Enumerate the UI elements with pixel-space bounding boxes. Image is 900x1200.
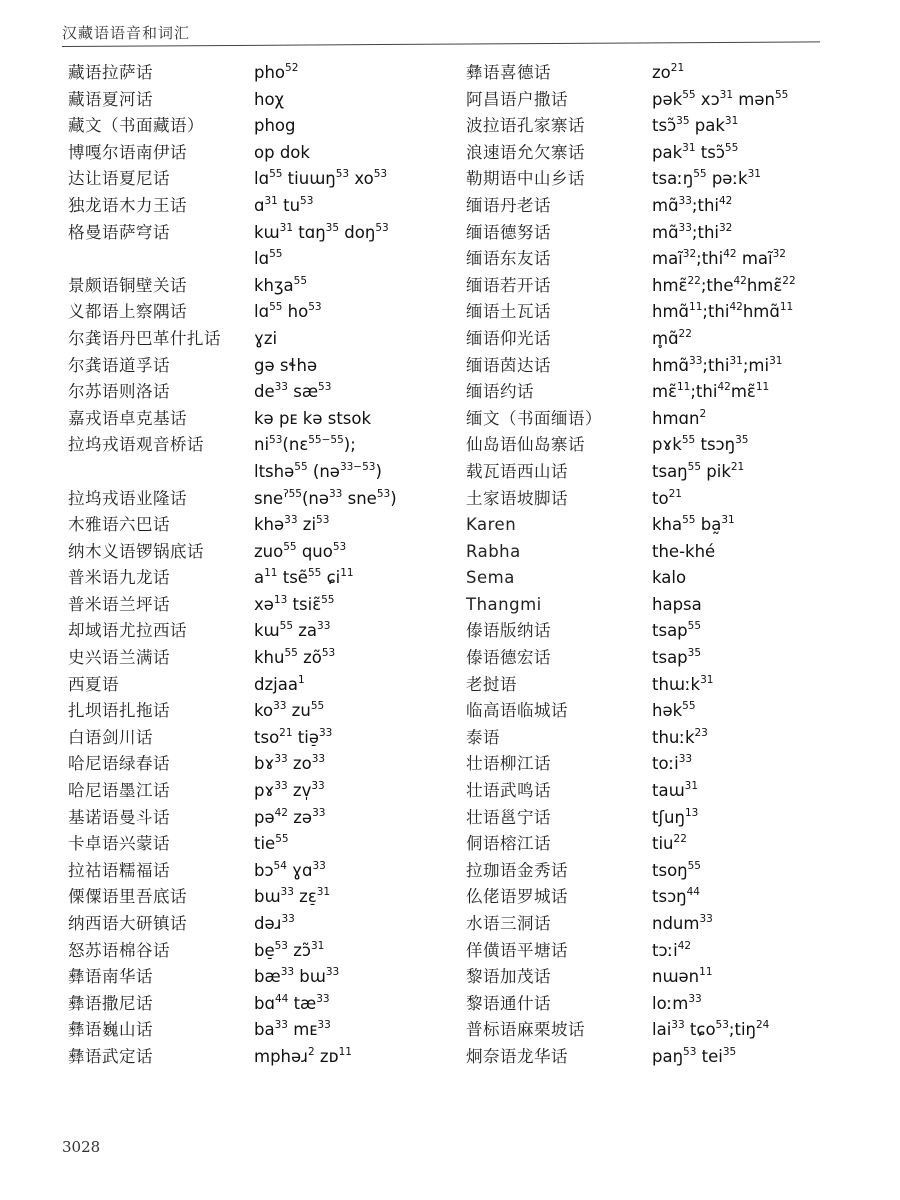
word-form: khʒa$^{55}$ xyxy=(254,274,308,295)
entry-row xyxy=(68,273,448,300)
word-form: phog xyxy=(254,116,296,136)
word-form: m̥ɑ̃$^{22}$ xyxy=(652,327,692,348)
language-name: 佯僙语平塘话 xyxy=(466,940,568,960)
word-form: bɯ$^{33}$ zɛ̠$^{31}$ xyxy=(254,886,331,907)
language-name: 藏语夏河话 xyxy=(68,89,153,109)
word-form: zuo$^{55}$ quo$^{53}$ xyxy=(254,540,347,561)
entry-row xyxy=(68,831,448,858)
entry-row xyxy=(466,698,876,725)
entry-row xyxy=(466,459,876,486)
language-name: 普米语兰坪话 xyxy=(68,594,170,614)
entry-row xyxy=(466,220,876,247)
language-name: Rabha xyxy=(466,541,521,561)
word-form: ɣzi xyxy=(254,328,278,348)
entry-row xyxy=(466,565,876,592)
word-form: kɯ$^{31}$ tɑŋ$^{35}$ doŋ$^{53}$ xyxy=(254,221,389,242)
language-name: 缅语德努话 xyxy=(466,222,551,242)
language-name: 彝语巍山话 xyxy=(68,1020,153,1040)
language-name: 仙岛语仙岛寨话 xyxy=(466,435,585,455)
word-form: hoχ xyxy=(254,89,285,109)
language-name: 黎语通什话 xyxy=(466,993,551,1013)
word-form: mphəɹ$^2$ zᴅ$^{11}$ xyxy=(254,1045,352,1066)
language-name: 藏语拉萨话 xyxy=(68,63,153,82)
language-name: 普米语九龙话 xyxy=(68,568,170,588)
word-form: lɑ$^{55}$ tiuɯŋ$^{53}$ $xo^{53}$ xyxy=(254,168,388,189)
language-name: Sema xyxy=(466,568,515,588)
entry-row xyxy=(466,884,876,911)
word-form: hmɑ̃$^{11}$;thi$^{42}$hmɑ̃$^{11}$ xyxy=(652,301,794,322)
word-form: $hmɑ̃^{33};thi^{31};mi^{31}$ xyxy=(652,354,783,375)
word-form: ndum$^{33}$ xyxy=(652,913,713,933)
entry-row xyxy=(466,964,876,991)
entry-row xyxy=(466,539,876,566)
entry-row xyxy=(68,645,448,672)
language-name: 傈僳语里吾底话 xyxy=(68,887,187,907)
left-column xyxy=(68,60,448,1120)
language-name: 却域语尤拉西话 xyxy=(68,621,187,641)
entry-row xyxy=(68,751,448,778)
language-name: 义都语上察隅话 xyxy=(68,302,187,322)
entry-row xyxy=(466,140,876,167)
language-name: 缅语若开话 xyxy=(466,275,551,295)
language-name: 尔龚语道孚话 xyxy=(68,355,170,375)
word-form: tʃuŋ$^{13}$ xyxy=(652,806,699,827)
entry-row xyxy=(68,991,448,1018)
word-form: $ko^{33}$ $zu^{55}$ xyxy=(254,700,325,721)
language-name: 纳木义语锣锅底话 xyxy=(68,541,204,561)
entry-row xyxy=(466,406,876,433)
entry-row xyxy=(68,246,448,273)
word-form: tsɔ̃$^{35}$ pak$^{31}$ xyxy=(652,115,739,136)
word-form: be̠$^{53}$ zɔ̃$^{31}$ xyxy=(254,939,325,960)
word-form: xə$^{13}$ tsiɛ̃$^{55}$ xyxy=(254,593,335,614)
entry-row xyxy=(68,406,448,433)
entry-row xyxy=(466,1044,876,1071)
entry-row xyxy=(466,246,876,273)
language-name: 泰语 xyxy=(466,727,500,747)
entry-row xyxy=(68,113,448,140)
language-name: 尔龚语丹巴革什扎话 xyxy=(68,328,221,348)
language-name: 尔苏语则洛话 xyxy=(68,382,170,402)
word-form: tiu$^{22}$ xyxy=(652,833,687,854)
language-name: 侗语榕江话 xyxy=(466,834,551,854)
entry-row xyxy=(68,938,448,965)
entry-row xyxy=(466,113,876,140)
word-form: mɑ̃$^{33}$;thi$^{42}$ xyxy=(652,194,733,215)
language-name: 纳西语大研镇话 xyxy=(68,914,187,933)
entry-row xyxy=(68,698,448,725)
language-name: Thangmi xyxy=(466,594,542,614)
word-form: lɑ$^{55}$ xyxy=(254,248,283,269)
word-form: gə sɬhə xyxy=(254,355,318,375)
entry-row xyxy=(68,672,448,699)
word-form: bɑ$^{44}$ $tæ^{33}$ xyxy=(254,992,330,1013)
entry-row xyxy=(68,884,448,911)
word-form: $zo^{21}$ xyxy=(652,62,685,82)
word-form: tɔːi$^{42}$ xyxy=(652,939,692,960)
entry-row xyxy=(68,140,448,167)
language-name: 水语三洞话 xyxy=(466,914,551,933)
entry-row xyxy=(68,299,448,326)
language-name: 临高语临城话 xyxy=(466,701,568,721)
entry-row xyxy=(68,512,448,539)
language-name: 独龙语木力王话 xyxy=(68,195,187,215)
right-column xyxy=(466,60,876,1120)
word-form: loːm$^{33}$ xyxy=(652,992,702,1013)
entry-row xyxy=(466,512,876,539)
language-name: 卡卓语兴蒙话 xyxy=(68,834,170,854)
entry-row xyxy=(68,592,448,619)
language-name: 壮语武鸣话 xyxy=(466,781,551,801)
entry-row xyxy=(68,778,448,805)
word-form: taɯ$^{31}$ xyxy=(652,780,699,801)
entry-row xyxy=(68,432,448,459)
language-name: 缅语茵达话 xyxy=(466,355,551,375)
word-form: the-khé xyxy=(652,541,716,561)
entry-row xyxy=(466,166,876,193)
word-form: hmɑn$^2$ xyxy=(652,407,707,428)
word-form: tie$^{55}$ xyxy=(254,833,289,854)
entry-row xyxy=(68,1044,448,1071)
word-form: lɑ$^{55}$ $ho^{53}$ xyxy=(254,301,322,322)
language-name: 嘉戎语卓克基话 xyxy=(68,408,187,428)
word-form: op dok xyxy=(254,142,310,162)
entry-row xyxy=(68,805,448,832)
language-name: 缅语东友话 xyxy=(466,249,551,269)
word-form: $ba^{33}$ mᴇ$^{33}$ xyxy=(254,1019,331,1040)
word-form: $to^{21}$ xyxy=(652,487,682,508)
word-form: sne$^{ʔ55}$(nə$^{33}$ sne$^{53}$) xyxy=(254,487,397,508)
word-form: thɯːk$^{31}$ xyxy=(652,673,714,694)
language-name: 彝语武定话 xyxy=(68,1046,153,1066)
word-form: hək$^{55}$ xyxy=(652,700,696,721)
word-form: bɤ$^{33}$ $zo^{33}$ xyxy=(254,753,326,774)
language-name: 西夏语 xyxy=(68,674,119,694)
entry-row xyxy=(466,432,876,459)
language-name: 阿昌语户撒话 xyxy=(466,89,568,109)
entry-row xyxy=(68,353,448,380)
entry-row xyxy=(466,60,876,87)
word-form: pho$^{52}$ xyxy=(254,62,299,82)
entry-row xyxy=(466,486,876,513)
entry-row xyxy=(466,379,876,406)
entry-row xyxy=(68,964,448,991)
language-name: 浪速语允欠寨话 xyxy=(466,142,585,162)
entry-row xyxy=(466,1017,876,1044)
language-name: 土家语坡脚话 xyxy=(466,488,568,508)
word-form: ɑ$^{31}$ $tu^{53}$ xyxy=(254,194,314,215)
word-form: tsoŋ$^{55}$ xyxy=(652,859,701,880)
entry-row xyxy=(68,539,448,566)
word-form: maĩ$^{32}$;thi$^{42}$ maĩ$^{32}$ xyxy=(652,248,786,269)
language-name: 拉珈语金秀话 xyxy=(466,860,568,880)
word-form: pək$^{55}$ xɔ$^{31}$ mən$^{55}$ xyxy=(652,88,789,109)
entry-row xyxy=(466,778,876,805)
language-name: 格曼语萨穹话 xyxy=(68,222,170,242)
word-form: kha$^{55}$ ba̰$^{31}$ xyxy=(652,514,735,535)
word-form: hapsa xyxy=(652,594,702,614)
language-name: 拉祜语糯福话 xyxy=(68,860,170,880)
word-form: lai$^{33}$ tɕo$^{53}$;tiŋ$^{24}$ xyxy=(652,1019,770,1040)
language-name: 拉坞戎语业隆话 xyxy=(68,488,187,508)
word-form: nɯən$^{11}$ xyxy=(652,966,713,987)
entry-row xyxy=(466,938,876,965)
entry-row xyxy=(68,87,448,114)
word-form: tsap$^{55}$ xyxy=(652,620,702,641)
entry-row xyxy=(466,831,876,858)
language-name: 基诺语曼斗话 xyxy=(68,807,170,827)
language-name: 彝语南华话 xyxy=(68,967,153,987)
language-name: 达让语夏尼话 xyxy=(68,169,170,189)
word-form: bɔ$^{54}$ ɣɑ$^{33}$ xyxy=(254,859,326,880)
entry-row xyxy=(68,618,448,645)
language-name: 缅语土瓦话 xyxy=(466,302,551,322)
entry-row xyxy=(466,299,876,326)
entry-row xyxy=(68,166,448,193)
entry-row xyxy=(68,1017,448,1044)
word-form: hmɛ̃$^{22}$;the$^{42}$hmɛ̃$^{22}$ xyxy=(652,274,796,295)
language-name: 炯奈语龙华话 xyxy=(466,1046,568,1066)
entry-row xyxy=(466,326,876,353)
running-header xyxy=(62,18,852,48)
language-name: 普标语麻栗坡话 xyxy=(466,1020,585,1040)
word-form: tso$^{21}$ tiə̠$^{33}$ xyxy=(254,726,333,747)
entry-row xyxy=(466,618,876,645)
word-form: pɤk$^{55}$ tsɔŋ$^{35}$ xyxy=(652,434,749,455)
language-name: 拉坞戎语观音桥话 xyxy=(68,435,204,455)
language-name: 怒苏语棉谷话 xyxy=(68,940,170,960)
language-name: 载瓦语西山话 xyxy=(466,461,568,481)
entry-row xyxy=(466,592,876,619)
language-name: 景颇语铜壁关话 xyxy=(68,275,187,295)
language-name: 扎坝语扎拖话 xyxy=(68,701,170,721)
language-name: 老挝语 xyxy=(466,674,517,694)
word-form: ltshə$^{55}$ (nə$^{33-53}$) xyxy=(254,460,382,481)
entry-row xyxy=(466,273,876,300)
entry-row xyxy=(68,379,448,406)
entry-row xyxy=(466,858,876,885)
entry-row xyxy=(466,353,876,380)
entry-row xyxy=(466,725,876,752)
language-name: 白语剑川话 xyxy=(68,727,153,747)
language-name: 藏文（书面藏语） xyxy=(68,116,204,136)
entry-row xyxy=(68,193,448,220)
entry-row xyxy=(466,645,876,672)
language-name: 波拉语孔家寨话 xyxy=(466,116,585,136)
word-form: mɛ̃$^{11}$;thi$^{42}$mɛ̃$^{11}$ xyxy=(652,381,770,402)
word-form: kə pᴇ kə stsok xyxy=(254,408,372,428)
entry-row xyxy=(466,805,876,832)
page-number: 3028 xyxy=(62,1138,101,1156)
entry-row xyxy=(68,725,448,752)
language-name: 哈尼语绿春话 xyxy=(68,754,170,774)
language-name: 木雅语六巴话 xyxy=(68,515,170,535)
word-form: tsɔŋ$^{44}$ xyxy=(652,886,700,907)
language-name: 缅语丹老话 xyxy=(466,195,551,215)
word-form: $a^{11}$ tsẽ$^{55}$ ɕi$^{11}$ xyxy=(254,567,354,588)
language-name: 缅文（书面缅语） xyxy=(466,408,602,428)
language-name: 哈尼语墨江话 xyxy=(68,781,170,801)
entry-row xyxy=(466,672,876,699)
entry-row xyxy=(466,911,876,938)
entry-row xyxy=(68,60,448,87)
language-name: 彝语撒尼话 xyxy=(68,993,153,1013)
language-name: 缅语约话 xyxy=(466,382,534,402)
word-form: toːi$^{33}$ xyxy=(652,753,693,774)
word-form: tsap$^{35}$ xyxy=(652,647,702,668)
language-name: 傣语德宏话 xyxy=(466,648,551,668)
language-name: Karen xyxy=(466,515,517,535)
word-form: tsaŋ$^{55}$ pik$^{21}$ xyxy=(652,460,745,481)
entry-row xyxy=(68,858,448,885)
language-name: 史兴语兰满话 xyxy=(68,648,170,668)
language-name: 博嘎尔语南伊话 xyxy=(68,142,187,162)
word-form: pak$^{31}$ tsɔ̃$^{55}$ xyxy=(652,141,739,162)
word-form: tsaːŋ$^{55}$ pəːk$^{31}$ xyxy=(652,168,761,189)
language-name: 傣语版纳话 xyxy=(466,621,551,641)
entry-row xyxy=(68,459,448,486)
word-form: pɤ$^{33}$ zv̩$^{33}$ xyxy=(254,780,325,801)
header-title: 汉藏语语音和词汇 xyxy=(62,24,191,42)
entry-row xyxy=(68,326,448,353)
entry-row xyxy=(466,751,876,778)
entry-row xyxy=(68,565,448,592)
word-form: dəɹ$^{33}$ xyxy=(254,913,295,933)
word-form: $de^{33}$ $sæ^{53}$ xyxy=(254,381,332,402)
word-form: khu$^{55}$ $zõ^{53}$ xyxy=(254,647,336,668)
entry-row xyxy=(466,87,876,114)
language-name: 缅语仰光话 xyxy=(466,328,551,348)
entry-row xyxy=(68,486,448,513)
word-form: $ni^{53}(nɛ^{55-55})$; xyxy=(254,434,356,455)
entry-row xyxy=(466,991,876,1018)
entry-row xyxy=(466,193,876,220)
entry-row xyxy=(68,220,448,247)
word-form: kalo xyxy=(652,568,687,588)
word-form: mɑ̃$^{33}$;thi$^{32}$ xyxy=(652,221,733,242)
language-name: 勒期语中山乡话 xyxy=(466,169,585,189)
word-form: dzjaa$^1$ xyxy=(254,673,305,694)
word-form: pə$^{42}$ zə$^{33}$ xyxy=(254,806,326,827)
word-form: khə$^{33}$ $zi^{53}$ xyxy=(254,514,330,535)
entry-row xyxy=(68,911,448,938)
language-name: 仫佬语罗城话 xyxy=(466,887,568,907)
word-form: thuːk$^{23}$ xyxy=(652,726,708,747)
word-form: kɯ$^{55}$ $za^{33}$ xyxy=(254,620,331,641)
language-name: 彝语喜德话 xyxy=(466,63,551,82)
language-name: 黎语加茂话 xyxy=(466,967,551,987)
word-form: paŋ$^{53}$ tei$^{35}$ xyxy=(652,1045,737,1066)
word-form: $bæ^{33}$ bɯ$^{33}$ xyxy=(254,966,340,987)
language-name: 壮语柳江话 xyxy=(466,754,551,774)
language-name: 壮语邕宁话 xyxy=(466,807,551,827)
